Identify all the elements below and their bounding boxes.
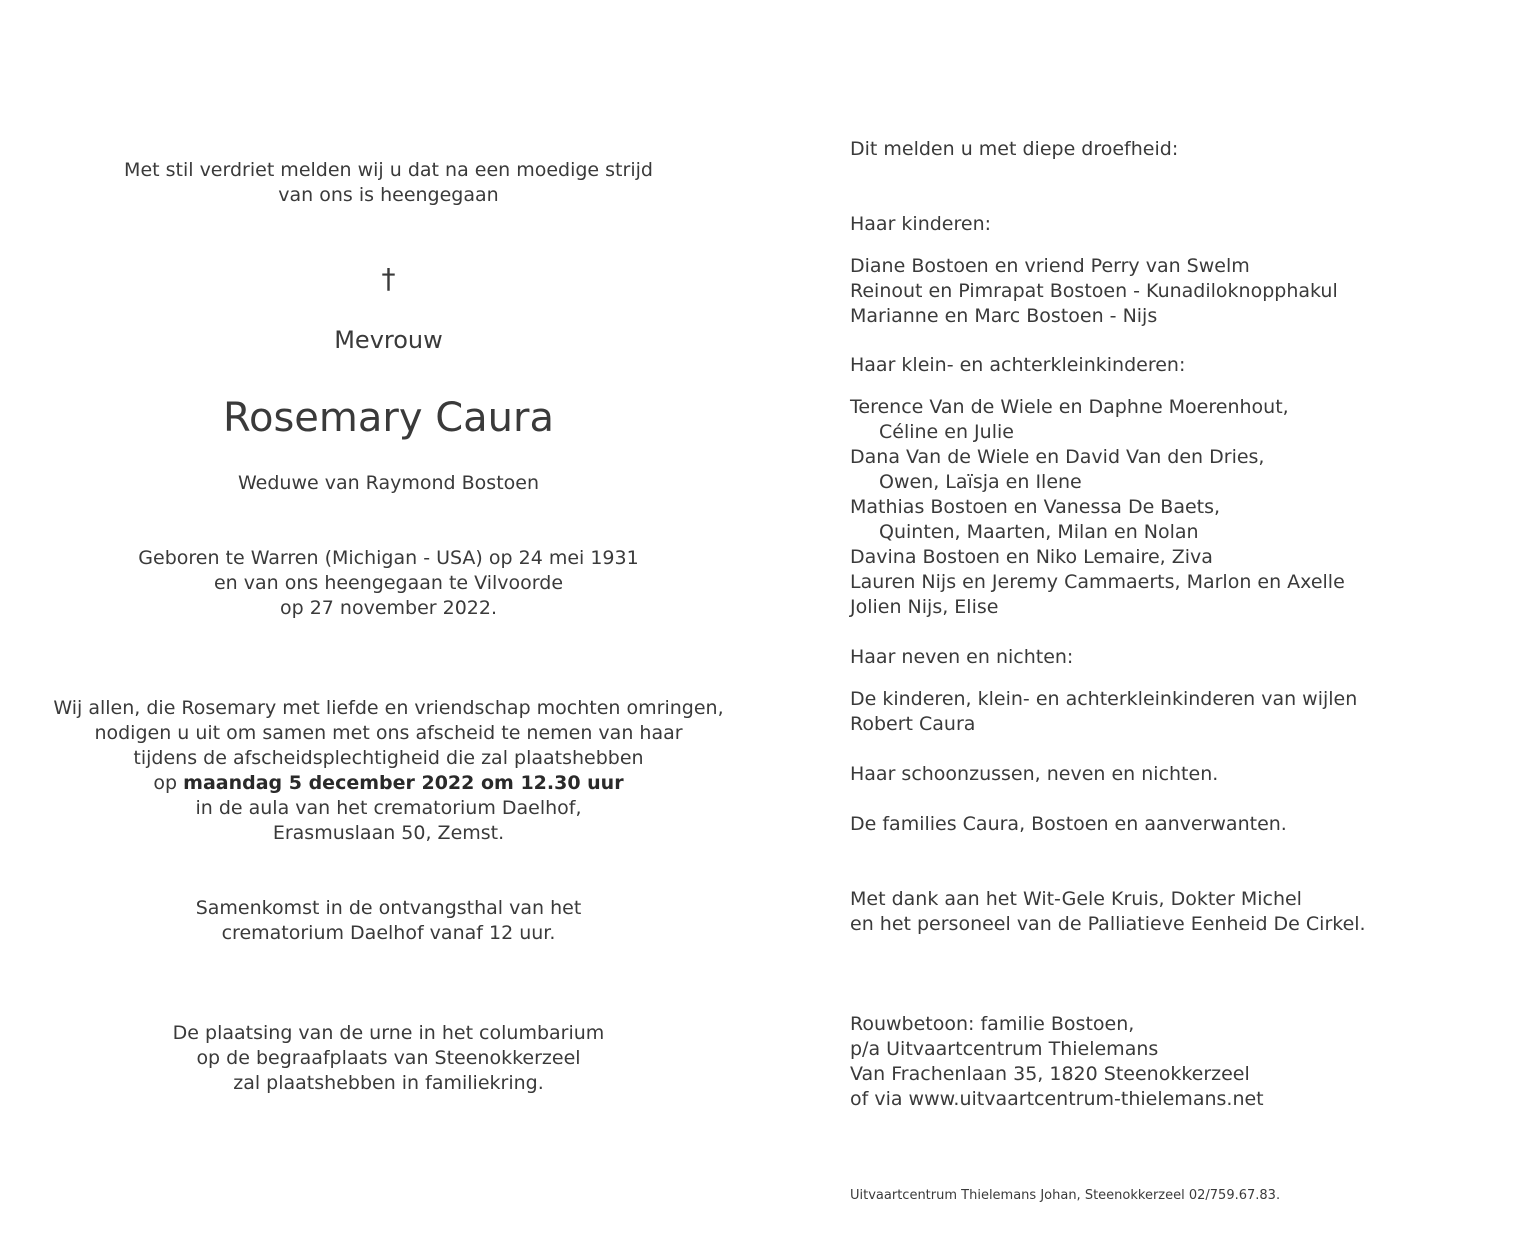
ceremony-date-line [0, 771, 777, 796]
funeral-home-footer: Uitvaartcentrum Thielemans Johan, Steenokkerzeel 02/759.67.83. [850, 1188, 1281, 1203]
widow-line: Weduwe van Raymond Bostoen [237, 472, 539, 494]
gathering-line: Samenkomst in de ontvangsthal van het [195, 897, 582, 919]
invite-line: tijdens de afscheidsplechtigheid die zal plaatshebben [133, 747, 644, 769]
intro-line: Met stil verdriet melden wij u dat na een moedige strijd [124, 159, 653, 181]
invite-line: Erasmuslaan 50, Zemst. [272, 822, 505, 844]
cousin-entry: Robert Caura [850, 713, 976, 735]
grandchildren-heading: Haar klein- en achterkleinkinderen: [850, 354, 1186, 376]
thanks-line: Met dank aan het Wit-Gele Kruis, Dokter Michel [850, 888, 1302, 910]
children-heading: Haar kinderen: [850, 213, 992, 235]
grandchild-entry: Owen, Laïsja en Ilene [879, 471, 1082, 493]
invite-line: Wij allen, die Rosemary met liefde en vriendschap mochten omringen, [53, 697, 724, 719]
cousin-entry: De kinderen, klein- en achterkleinkinderen van wijlen [850, 688, 1358, 710]
condolence-line: Van Frachenlaan 35, 1820 Steenokkerzeel [850, 1063, 1250, 1085]
condolence-website: of via www.uitvaartcentrum-thielemans.net [850, 1088, 1264, 1110]
cross-icon: † [381, 262, 396, 295]
birth-line: en van ons heengegaan te Vilvoorde [213, 572, 564, 594]
condolence-line: p/a Uitvaartcentrum Thielemans [850, 1038, 1159, 1060]
grandchild-entry: Dana Van de Wiele en David Van den Dries, [850, 446, 1265, 468]
birth-line: op 27 november 2022. [279, 597, 498, 619]
child-entry: Reinout en Pimrapat Bostoen - Kunadiloknopphakul [850, 280, 1338, 302]
grandchild-entry: Céline en Julie [879, 421, 1014, 443]
cousins-heading: Haar neven en nichten: [850, 646, 1074, 668]
deceased-name: Rosemary Caura [223, 395, 554, 441]
date-prefix: op [153, 772, 184, 794]
grandchild-entry: Jolien Nijs, Elise [850, 596, 999, 618]
grandchildren-list [850, 395, 1490, 620]
child-entry: Diane Bostoen en vriend Perry van Swelm [850, 255, 1250, 277]
grandchild-entry: Mathias Bostoen en Vanessa De Baets, [850, 496, 1221, 518]
grandchild-entry: Lauren Nijs en Jeremy Cammaerts, Marlon en Axelle [850, 571, 1345, 593]
birth-death-info [0, 546, 777, 621]
grandchild-entry: Davina Bostoen en Niko Lemaire, Ziva [850, 546, 1213, 568]
families-line: De families Caura, Bostoen en aanverwanten. [850, 813, 1287, 835]
invite-line: nodigen u uit om samen met ons afscheid te nemen van haar [94, 722, 683, 744]
urn-info [0, 1021, 777, 1096]
child-entry: Marianne en Marc Bostoen - Nijs [850, 305, 1158, 327]
ceremony-date: maandag 5 december 2022 om 12.30 uur [183, 772, 624, 794]
ceremony-invitation [0, 696, 777, 846]
gathering-line: crematorium Daelhof vanaf 12 uur. [221, 922, 556, 944]
children-list [850, 254, 1490, 329]
announcement: Dit melden u met diepe droefheid: [850, 138, 1179, 160]
birth-line: Geboren te Warren (Michigan - USA) op 24 mei 1931 [138, 547, 639, 569]
honorific-title: Mevrouw [334, 326, 443, 354]
grandchild-entry: Quinten, Maarten, Milan en Nolan [879, 521, 1199, 543]
urn-line: De plaatsing van de urne in het columbarium [172, 1022, 605, 1044]
condolence-address [850, 1012, 1490, 1112]
intro-text [0, 158, 777, 208]
invite-line: in de aula van het crematorium Daelhof, [195, 797, 582, 819]
thanks-line: en het personeel van de Palliatieve Eenheid De Cirkel. [850, 913, 1366, 935]
grandchild-entry: Terence Van de Wiele en Daphne Moerenhout, [850, 396, 1289, 418]
thanks-text [850, 887, 1490, 937]
urn-line: op de begraafplaats van Steenokkerzeel [196, 1047, 581, 1069]
cousins-list [850, 687, 1490, 737]
intro-line: van ons is heengegaan [278, 184, 499, 206]
gathering-info [0, 896, 777, 946]
in-laws-line: Haar schoonzussen, neven en nichten. [850, 763, 1219, 785]
right-page [850, 0, 1490, 1253]
condolence-line: Rouwbetoon: familie Bostoen, [850, 1013, 1135, 1035]
urn-line: zal plaatshebben in familiekring. [233, 1072, 544, 1094]
